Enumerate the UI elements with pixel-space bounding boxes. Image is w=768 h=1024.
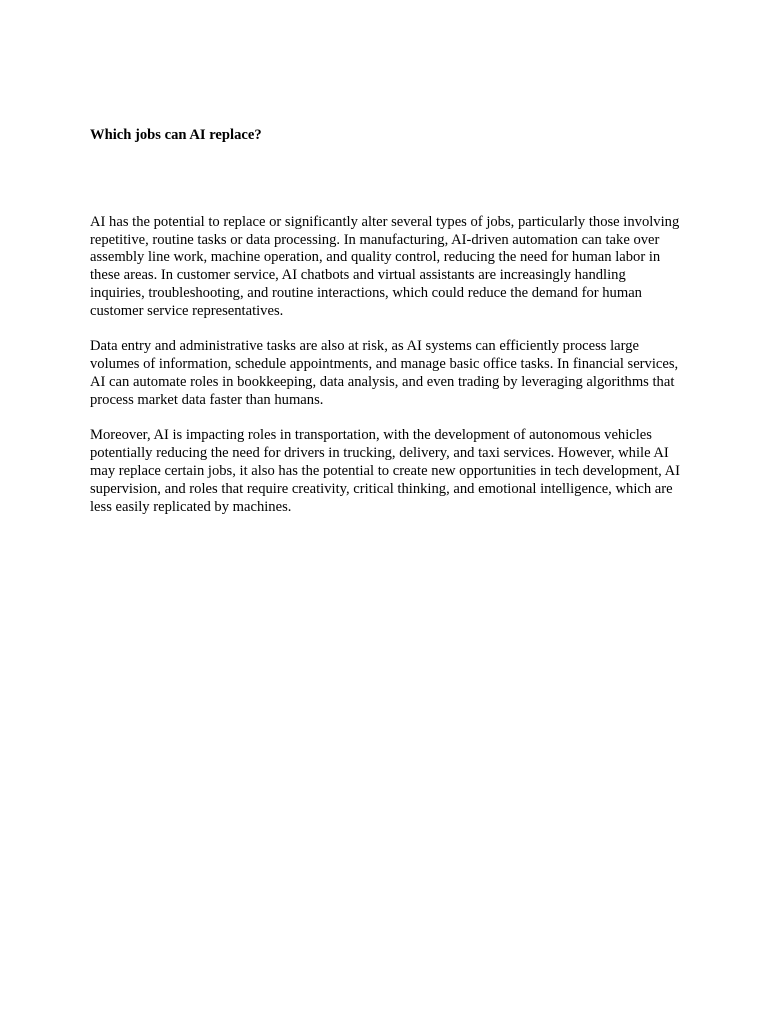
document-title: Which jobs can AI replace? xyxy=(90,127,262,143)
paragraph-2: Data entry and administrative tasks are also at risk, as AI systems can efficiently process large volumes of information, schedule appointments, and manage basic office tasks. In financial services, AI can automate roles in bookkeeping, data analysis, and even trading by leveraging algorithms that process market data faster than humans. xyxy=(90,338,679,408)
paragraph-3: Moreover, AI is impacting roles in transportation, with the development of autonomous vehicles potentially reducing the need for drivers in trucking, delivery, and taxi services. However, while AI may replace certain jobs, it also has the potential to create new opportunities in tech development, AI supervision, and roles that require creativity, critical thinking, and emotional intelligence, which are less easily replicated by machines. xyxy=(90,427,681,515)
paragraph-1: AI has the potential to replace or significantly alter several types of jobs, particularly those involving repetitive, routine tasks or data processing. In manufacturing, AI-driven automation can take over assembly line work, machine operation, and quality control, reducing the need for human labor in these areas. In customer service, AI chatbots and virtual assistants are increasingly handling inquiries, troubleshooting, and routine interactions, which could reduce the demand for human customer service representatives. xyxy=(90,213,680,319)
document-body xyxy=(90,214,682,517)
document-content xyxy=(90,127,682,516)
